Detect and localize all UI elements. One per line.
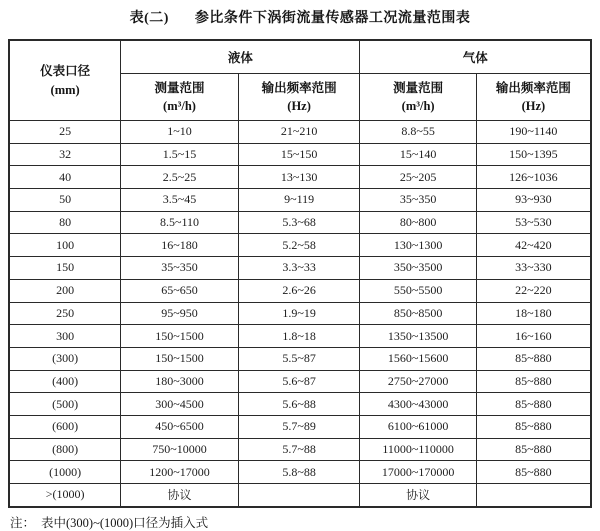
diameter-cell: 25: [9, 121, 121, 144]
diameter-cell: (1000): [9, 461, 121, 484]
value-cell: 350~3500: [360, 257, 476, 280]
table-row: [9, 279, 591, 302]
header-liquid-measure-range: [121, 74, 239, 121]
value-cell: 2.5~25: [121, 166, 239, 189]
header-diameter-label: 仪表口径: [40, 64, 91, 79]
value-cell: 22~220: [476, 279, 591, 302]
value-cell: 95~950: [121, 302, 239, 325]
value-cell: 1.9~19: [238, 302, 360, 325]
diameter-cell: 200: [9, 279, 121, 302]
table-row: [9, 438, 591, 461]
diameter-cell: (600): [9, 415, 121, 438]
value-cell: 18~180: [476, 302, 591, 325]
table-row: [9, 325, 591, 348]
value-cell: 3.5~45: [121, 189, 239, 212]
value-cell: [238, 484, 360, 507]
value-cell: 协议: [121, 484, 239, 507]
value-cell: 33~330: [476, 257, 591, 280]
value-cell: 5.5~87: [238, 347, 360, 370]
header-group-liquid: 液体: [121, 40, 360, 74]
value-cell: 8.8~55: [360, 121, 476, 144]
diameter-cell: 40: [9, 166, 121, 189]
table-row: [9, 166, 591, 189]
value-cell: 5.6~87: [238, 370, 360, 393]
value-cell: 85~880: [476, 438, 591, 461]
header-label: 输出频率范围: [495, 80, 571, 95]
diameter-cell: 32: [9, 143, 121, 166]
value-cell: 750~10000: [121, 438, 239, 461]
value-cell: 16~160: [476, 325, 591, 348]
table-row: [9, 189, 591, 212]
value-cell: 2.6~26: [238, 279, 360, 302]
value-cell: 5.7~88: [238, 438, 360, 461]
header-unit: (Hz): [521, 99, 546, 113]
header-unit: (m³/h): [163, 99, 196, 113]
value-cell: 53~530: [476, 211, 591, 234]
value-cell: 850~8500: [360, 302, 476, 325]
table-row: [9, 347, 591, 370]
value-cell: 65~650: [121, 279, 239, 302]
value-cell: 1.8~18: [238, 325, 360, 348]
value-cell: 15~140: [360, 143, 476, 166]
value-cell: 5.3~68: [238, 211, 360, 234]
table-row: [9, 393, 591, 416]
table-row: [9, 370, 591, 393]
header-liquid-output-freq-range: [238, 74, 360, 121]
header-label: 测量范围: [154, 80, 205, 95]
value-cell: 13~130: [238, 166, 360, 189]
table-number-label: 表(二): [129, 11, 169, 26]
value-cell: 9~119: [238, 189, 360, 212]
diameter-cell: (800): [9, 438, 121, 461]
value-cell: 150~1500: [121, 325, 239, 348]
value-cell: 11000~110000: [360, 438, 476, 461]
value-cell: 25~205: [360, 166, 476, 189]
header-label: 输出频率范围: [261, 80, 337, 95]
value-cell: 42~420: [476, 234, 591, 257]
value-cell: 550~5500: [360, 279, 476, 302]
value-cell: 1.5~15: [121, 143, 239, 166]
value-cell: 2750~27000: [360, 370, 476, 393]
footnote-label: 注：: [10, 515, 36, 530]
value-cell: 85~880: [476, 347, 591, 370]
value-cell: 150~1500: [121, 347, 239, 370]
table-row: [9, 302, 591, 325]
value-cell: 16~180: [121, 234, 239, 257]
value-cell: 126~1036: [476, 166, 591, 189]
table-footnote: [10, 513, 600, 531]
value-cell: 450~6500: [121, 415, 239, 438]
footnote-text: 表中(300)~(1000)口径为插入式: [41, 515, 209, 530]
diameter-cell: (500): [9, 393, 121, 416]
diameter-cell: 80: [9, 211, 121, 234]
table-row: [9, 415, 591, 438]
table-row: [9, 461, 591, 484]
value-cell: 1200~17000: [121, 461, 239, 484]
table-row: [9, 234, 591, 257]
value-cell: 5.2~58: [238, 234, 360, 257]
value-cell: 85~880: [476, 393, 591, 416]
value-cell: 5.6~88: [238, 393, 360, 416]
value-cell: 93~930: [476, 189, 591, 212]
header-gas-measure-range: [360, 74, 476, 121]
diameter-cell: 50: [9, 189, 121, 212]
diameter-cell: 100: [9, 234, 121, 257]
value-cell: 6100~61000: [360, 415, 476, 438]
header-gas-output-freq-range: [476, 74, 591, 121]
value-cell: 17000~170000: [360, 461, 476, 484]
value-cell: 15~150: [238, 143, 360, 166]
value-cell: 3.3~33: [238, 257, 360, 280]
value-cell: 180~3000: [121, 370, 239, 393]
value-cell: 85~880: [476, 415, 591, 438]
header-group-gas: 气体: [360, 40, 591, 74]
value-cell: 21~210: [238, 121, 360, 144]
value-cell: 8.5~110: [121, 211, 239, 234]
table-header: [9, 40, 591, 121]
value-cell: 协议: [360, 484, 476, 507]
diameter-cell: (300): [9, 347, 121, 370]
value-cell: 85~880: [476, 461, 591, 484]
value-cell: 35~350: [360, 189, 476, 212]
table-title: [0, 0, 600, 27]
diameter-cell: (400): [9, 370, 121, 393]
table-body: [9, 121, 591, 507]
value-cell: 300~4500: [121, 393, 239, 416]
table-row: [9, 143, 591, 166]
value-cell: 35~350: [121, 257, 239, 280]
header-diameter-unit: (mm): [50, 82, 80, 97]
value-cell: 1560~15600: [360, 347, 476, 370]
diameter-cell: 150: [9, 257, 121, 280]
header-unit: (Hz): [287, 99, 311, 113]
diameter-cell: 250: [9, 302, 121, 325]
diameter-cell: 300: [9, 325, 121, 348]
value-cell: 4300~43000: [360, 393, 476, 416]
header-unit: (m³/h): [401, 99, 435, 113]
value-cell: 190~1140: [476, 121, 591, 144]
value-cell: 1350~13500: [360, 325, 476, 348]
table-title-text: 参比条件下涡街流量传感器工况流量范围表: [194, 11, 471, 26]
value-cell: 150~1395: [476, 143, 591, 166]
value-cell: 85~880: [476, 370, 591, 393]
table-row: [9, 257, 591, 280]
table-row: [9, 211, 591, 234]
flow-range-table: [8, 39, 592, 508]
table-row: [9, 484, 591, 507]
value-cell: 1~10: [121, 121, 239, 144]
table-row: [9, 121, 591, 144]
value-cell: 80~800: [360, 211, 476, 234]
value-cell: [476, 484, 591, 507]
value-cell: 5.7~89: [238, 415, 360, 438]
value-cell: 130~1300: [360, 234, 476, 257]
header-diameter: [9, 40, 121, 121]
header-label: 测量范围: [393, 80, 444, 95]
value-cell: 5.8~88: [238, 461, 360, 484]
diameter-cell: >(1000): [9, 484, 121, 507]
